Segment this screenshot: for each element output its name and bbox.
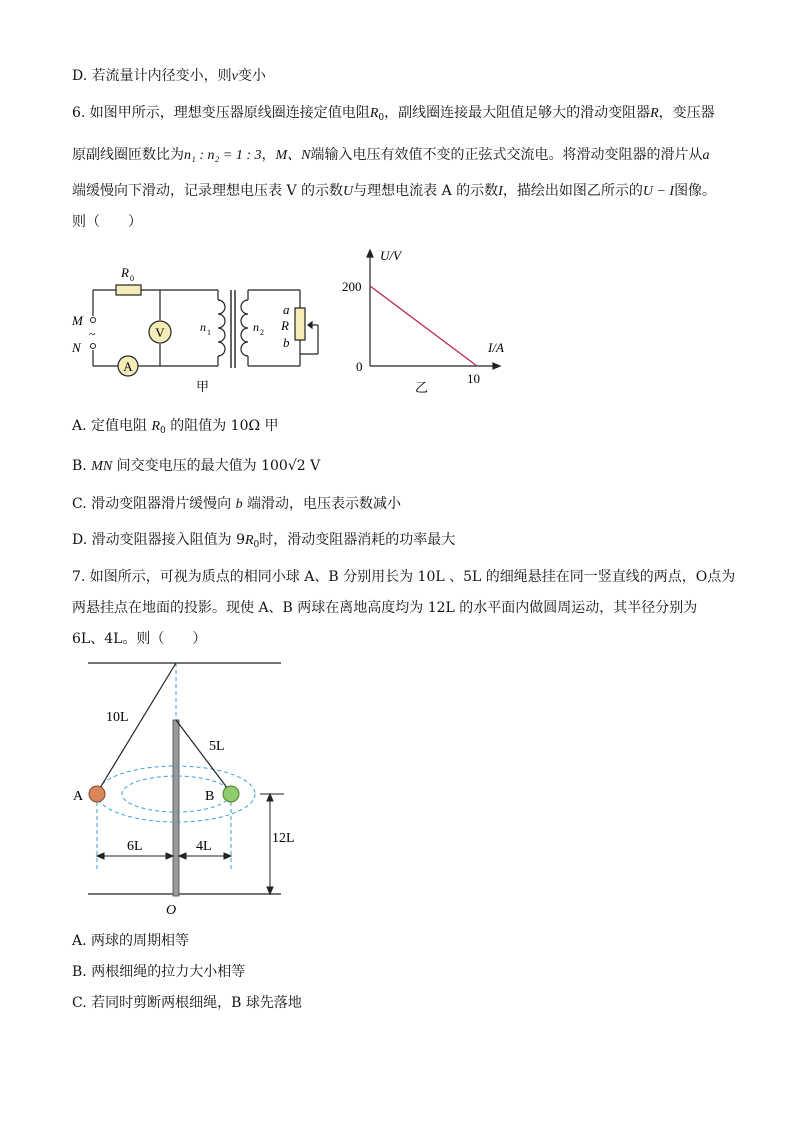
a-label: a (283, 302, 290, 317)
q6-option-d: D. 滑动变阻器接入阻值为 $9R_0$时，滑动变阻器消耗的功率最大 (72, 532, 456, 550)
radius-a-label: 6L (127, 839, 143, 854)
caption-jia: 甲 (196, 379, 210, 394)
q7-option-b: B. 两根细绳的拉力大小相等 (72, 964, 246, 980)
n-label: N (72, 340, 81, 355)
y-tick-label: 200 (342, 279, 362, 294)
pendulum-diagram (72, 656, 312, 921)
length-a-label: 10L (106, 710, 129, 725)
string-b (176, 720, 231, 793)
origin-label: 0 (356, 359, 363, 374)
secondary-coil (241, 300, 248, 356)
x-axis-label: I/A (488, 340, 504, 355)
q7-stem-line-2: 两悬挂点在地面的投影。现使 A、B 两球在离地高度均为 12L 的水平面内做圆周运动，其半径分别为 (72, 600, 698, 616)
q6-stem-line-4: 则（ ） (72, 214, 142, 230)
ball-b-label: B (205, 789, 215, 804)
q5-option-d: D. 若流量计内径变小，则v变小 (72, 68, 266, 84)
r0-resistor (116, 285, 141, 295)
ball-b (223, 786, 239, 802)
circuit-diagram (68, 258, 338, 398)
terminal-n (91, 344, 96, 349)
m-label: M (72, 313, 83, 328)
svg-text:2: 2 (260, 328, 264, 337)
q6-stem-line-2: 原副线圈匝数比为n₁ : n₂ = 1 : 3，M、N端输入电压有效值不变的正弦式交流电。将滑动变阻器的滑片从a (72, 147, 710, 163)
terminal-m (91, 318, 96, 323)
radius-b-label: 4L (196, 839, 212, 854)
n2-label: n (253, 320, 259, 334)
y-axis-label: U/V (380, 248, 401, 263)
primary-coil (218, 300, 225, 356)
r-label: R (281, 318, 289, 333)
q7-option-a: A. 两球的周期相等 (72, 933, 190, 949)
rheostat (295, 308, 305, 340)
string-a (97, 663, 176, 793)
svg-text:1: 1 (207, 328, 211, 337)
caption-yi: 乙 (415, 380, 429, 395)
q6-option-c: C. 滑动变阻器滑片缓慢向 b 端滑动，电压表示数减小 (72, 496, 402, 512)
q6-option-a: A. 定值电阻 $R_0$ 的阻值为 10Ω 甲 (72, 418, 279, 436)
q6-option-b: B. MN 间交变电压的最大值为 100√2 V (72, 458, 321, 474)
ball-a (89, 786, 105, 802)
length-b-label: 5L (209, 739, 225, 754)
q7-stem-line-1: 7. 如图所示，可视为质点的相同小球 A、B 分别用长为 10L 、5L 的细绳悬挂在同一竖直线的两点，O点为 (72, 569, 736, 585)
q6-stem-line-3: 端缓慢向下滑动，记录理想电压表 V 的示数U与理想电流表 A 的示数I，描绘出如图乙所示的U − I图像。 (72, 183, 717, 199)
ball-a-label: A (73, 789, 84, 804)
ammeter-label: A (123, 359, 133, 374)
q7-option-c: C. 若同时剪断两根细绳，B 球先落地 (72, 995, 302, 1011)
height-label: 12L (272, 831, 295, 846)
ac-tilde: ~ (89, 327, 96, 341)
b-label: b (283, 335, 290, 350)
x-tick-label: 10 (467, 371, 480, 386)
r0-label: R (121, 265, 129, 280)
q6-stem-line-1: 6. 如图甲所示，理想变压器原线圈连接定值电阻$R_0$，副线圈连接最大阻值足够大的滑动变阻器R，变压器 (72, 105, 715, 123)
series-line (370, 286, 477, 366)
ui-chart (338, 240, 528, 398)
q7-stem-line-3: 6L、4L。则（ ） (72, 631, 207, 647)
vertical-pole (173, 720, 179, 896)
y-axis-arrow-icon (367, 250, 373, 257)
voltmeter-label: V (155, 325, 165, 340)
n1-label: n (200, 320, 206, 334)
point-o-label: O (166, 903, 177, 918)
x-axis-arrow-icon (493, 363, 500, 369)
svg-text:0: 0 (130, 274, 134, 283)
